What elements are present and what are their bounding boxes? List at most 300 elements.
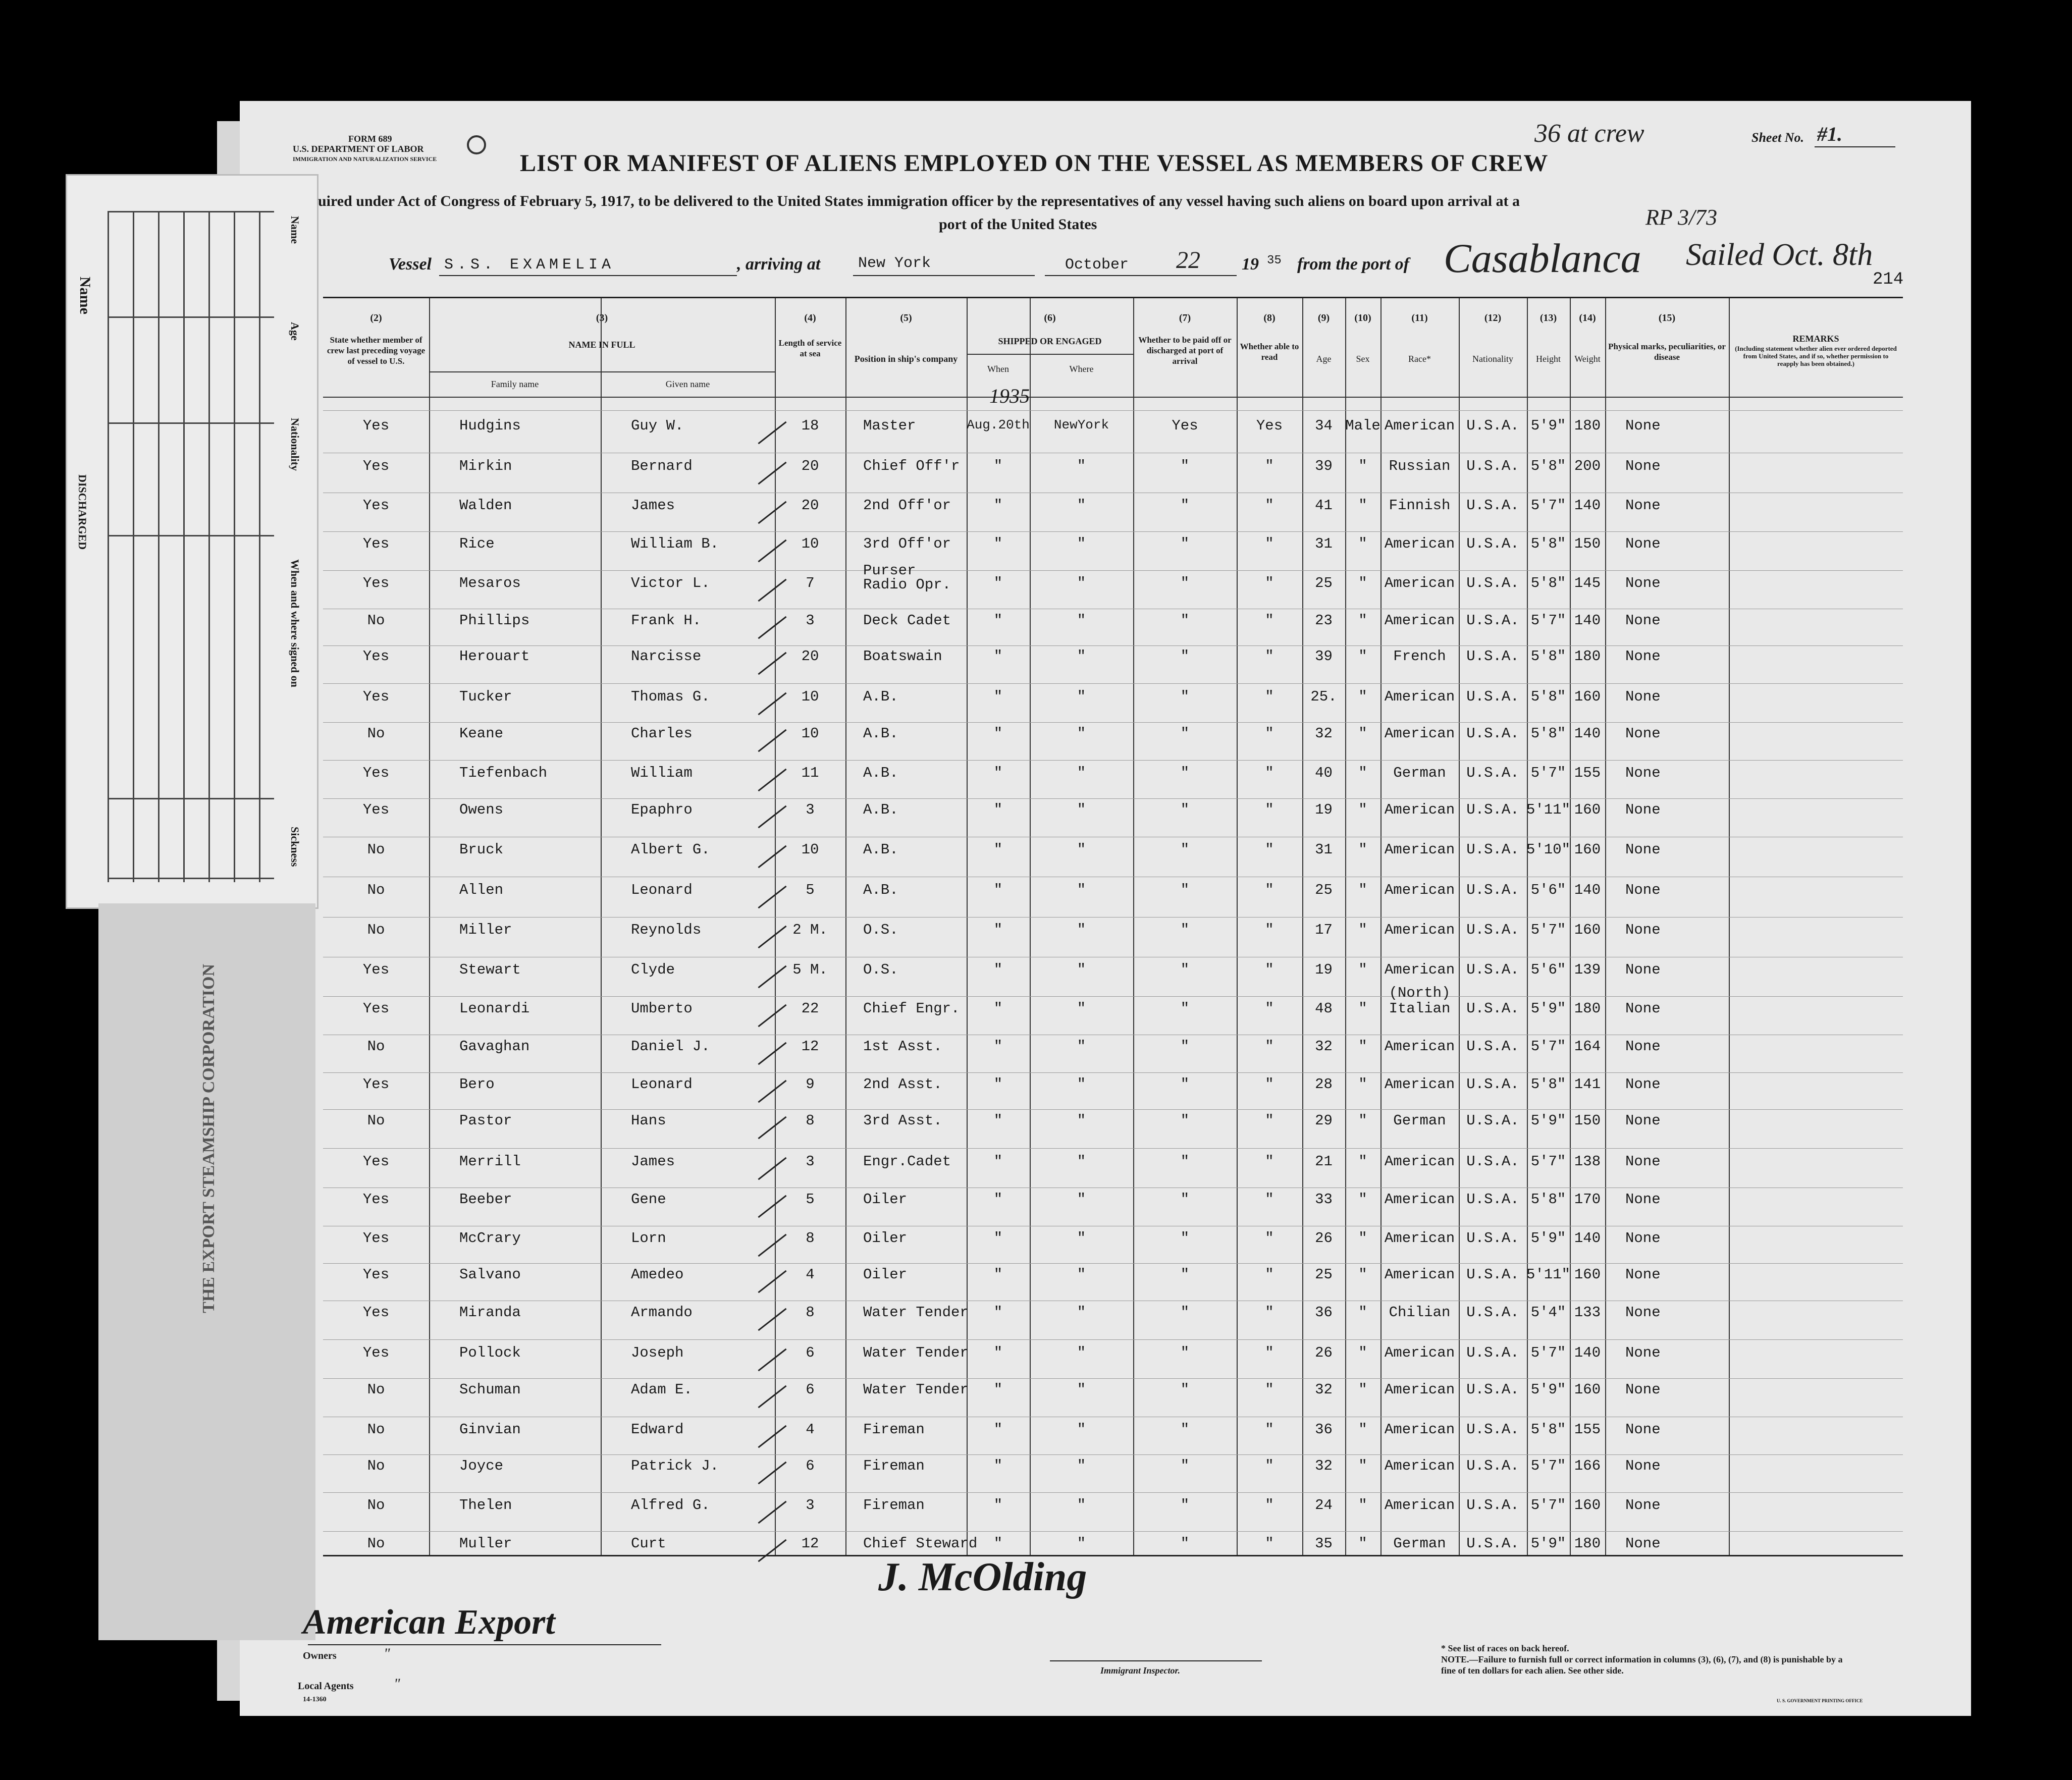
cell-height: 5'7" bbox=[1530, 497, 1566, 514]
column-number: (9) bbox=[1317, 312, 1330, 323]
column-number: (10) bbox=[1354, 312, 1371, 323]
cell-position: O.S. bbox=[863, 922, 898, 938]
cell-height: 5'11" bbox=[1526, 801, 1571, 818]
cell-sex: " bbox=[1358, 1535, 1367, 1552]
cell-weight: 160 bbox=[1574, 1497, 1601, 1514]
form-code: 14-1360 bbox=[303, 1696, 327, 1703]
cell-age: 33 bbox=[1315, 1191, 1333, 1208]
check-mark bbox=[758, 886, 786, 908]
column-divider bbox=[967, 298, 968, 1555]
cell-read: " bbox=[1265, 1230, 1274, 1247]
cell-service: 8 bbox=[806, 1112, 815, 1129]
cell-when: " bbox=[993, 1230, 1003, 1247]
cell-family: Joyce bbox=[459, 1458, 504, 1474]
row-line bbox=[323, 1492, 1903, 1493]
cell-service: 18 bbox=[801, 417, 819, 434]
check-mark bbox=[758, 1425, 786, 1448]
cell-prev: Yes bbox=[362, 1266, 390, 1283]
row-line bbox=[323, 1148, 1903, 1149]
cell-when: " bbox=[993, 648, 1003, 665]
cell-nat: U.S.A. bbox=[1466, 1153, 1519, 1170]
cell-sex: " bbox=[1358, 1038, 1367, 1055]
cell-age: 19 bbox=[1315, 961, 1333, 978]
cell-nat: U.S.A. bbox=[1466, 841, 1519, 858]
cell-read: " bbox=[1265, 1000, 1274, 1017]
header-remarks_note: (Including statement whether alien ever ordered deported from United States, and if so, whether permission to reapply has been obtained.) bbox=[1735, 345, 1897, 367]
strip-vline bbox=[133, 211, 134, 882]
cell-read: " bbox=[1265, 725, 1274, 742]
cell-weight: 180 bbox=[1574, 1535, 1601, 1552]
vessel-underline bbox=[439, 275, 737, 276]
cell-age: 40 bbox=[1315, 765, 1333, 781]
cell-paid: " bbox=[1180, 458, 1190, 474]
cell-weight: 140 bbox=[1574, 1230, 1601, 1247]
cell-service: 3 bbox=[806, 1153, 815, 1170]
cell-race: American bbox=[1384, 1381, 1455, 1398]
cell-height: 5'7" bbox=[1530, 1497, 1566, 1514]
cell-weight: 138 bbox=[1574, 1153, 1601, 1170]
cell-where: " bbox=[1077, 1421, 1086, 1438]
cell-paid: " bbox=[1180, 882, 1190, 898]
cell-where: " bbox=[1077, 1497, 1086, 1514]
form-number: FORM 689 bbox=[348, 134, 392, 144]
check-mark bbox=[758, 845, 786, 868]
cell-given: Clyde bbox=[631, 961, 675, 978]
cell-paid: " bbox=[1180, 688, 1190, 705]
cell-race: American bbox=[1384, 1153, 1455, 1170]
check-mark bbox=[758, 540, 786, 562]
cell-position: A.B. bbox=[863, 765, 898, 781]
cell-nat: U.S.A. bbox=[1466, 1038, 1519, 1055]
cell-age: 32 bbox=[1315, 1381, 1333, 1398]
cell-sex: " bbox=[1358, 1153, 1367, 1170]
cell-paid: " bbox=[1180, 497, 1190, 514]
cell-weight: 155 bbox=[1574, 1421, 1601, 1438]
year-prefix: 19 bbox=[1242, 255, 1259, 274]
cell-nat: U.S.A. bbox=[1466, 417, 1519, 434]
cell-marks: None bbox=[1625, 1344, 1661, 1361]
column-number: (7) bbox=[1179, 312, 1191, 323]
cell-where: " bbox=[1077, 535, 1086, 552]
cell-read: " bbox=[1265, 765, 1274, 781]
inspector-label: Immigrant Inspector. bbox=[1100, 1665, 1181, 1676]
cell-nat: U.S.A. bbox=[1466, 1497, 1519, 1514]
cell-sex: " bbox=[1358, 497, 1367, 514]
row-line bbox=[323, 1454, 1903, 1455]
cell-where: " bbox=[1077, 1076, 1086, 1093]
header-col3: NAME IN FULL bbox=[568, 340, 635, 350]
cell-read: " bbox=[1265, 1381, 1274, 1398]
cell-prev: Yes bbox=[362, 648, 390, 665]
check-mark bbox=[758, 965, 786, 988]
printing-office: U. S. GOVERNMENT PRINTING OFFICE bbox=[1777, 1698, 1863, 1703]
column-divider bbox=[1133, 298, 1134, 1555]
cell-nat: U.S.A. bbox=[1466, 801, 1519, 818]
cell-read: " bbox=[1265, 535, 1274, 552]
cell-race: American bbox=[1384, 1266, 1455, 1283]
cell-paid: " bbox=[1180, 1344, 1190, 1361]
cell-when: " bbox=[993, 961, 1003, 978]
cell-position: Fireman bbox=[863, 1421, 925, 1438]
cell-when: " bbox=[993, 1076, 1003, 1093]
cell-family: Muller bbox=[459, 1535, 512, 1552]
cell-when: " bbox=[993, 1304, 1003, 1321]
column-number: (8) bbox=[1263, 312, 1276, 323]
cell-family: Miller bbox=[459, 922, 512, 938]
agents-value: " bbox=[394, 1676, 400, 1692]
cell-position: Water Tender bbox=[863, 1344, 969, 1361]
cell-height: 5'8" bbox=[1530, 1076, 1566, 1093]
column-divider bbox=[1030, 298, 1031, 1555]
service-name: IMMIGRATION AND NATURALIZATION SERVICE bbox=[293, 155, 437, 163]
cell-race: Russian bbox=[1389, 458, 1451, 474]
cell-height: 5'7" bbox=[1530, 612, 1566, 629]
cell-position: Chief Steward bbox=[863, 1535, 978, 1552]
cell-given: Frank H. bbox=[631, 612, 702, 629]
cell-family: Mirkin bbox=[459, 458, 512, 474]
cell-paid: Yes bbox=[1172, 417, 1198, 434]
cell-read: Yes bbox=[1256, 417, 1283, 434]
row-line bbox=[323, 410, 1903, 411]
cell-prev: No bbox=[367, 725, 385, 742]
cell-service: 5 bbox=[806, 882, 815, 898]
cell-height: 5'9" bbox=[1530, 1381, 1566, 1398]
cell-read: " bbox=[1265, 801, 1274, 818]
cell-family: Pastor bbox=[459, 1112, 512, 1129]
cell-service: 2 M. bbox=[792, 922, 828, 938]
header-when: When bbox=[987, 364, 1009, 374]
cell-family: Merrill bbox=[459, 1153, 521, 1170]
cell-height: 5'8" bbox=[1530, 688, 1566, 705]
cell-prev: Yes bbox=[362, 961, 390, 978]
cell-family: Hudgins bbox=[459, 417, 521, 434]
cell-nat: U.S.A. bbox=[1466, 497, 1519, 514]
row-line bbox=[323, 683, 1903, 684]
cell-height: 5'7" bbox=[1530, 765, 1566, 781]
cell-when: " bbox=[993, 688, 1003, 705]
cell-when: " bbox=[993, 575, 1003, 591]
name-header-divider bbox=[429, 371, 775, 372]
row-line bbox=[323, 645, 1903, 646]
cell-position: A.B. bbox=[863, 725, 898, 742]
strip-hline bbox=[108, 211, 274, 212]
cell-when: " bbox=[993, 535, 1003, 552]
column-number: (12) bbox=[1484, 312, 1502, 323]
cell-age: 17 bbox=[1315, 922, 1333, 938]
cell-race: American bbox=[1384, 1038, 1455, 1055]
cell-family: Keane bbox=[459, 725, 504, 742]
cell-race: French bbox=[1393, 648, 1446, 665]
cell-weight: 160 bbox=[1574, 801, 1601, 818]
cell-when: Aug.20th bbox=[967, 417, 1030, 433]
cell-family: Beeber bbox=[459, 1191, 512, 1208]
cell-family: Phillips bbox=[459, 612, 530, 629]
from-port-label: from the port of bbox=[1297, 255, 1409, 274]
cell-service: 20 bbox=[801, 458, 819, 474]
cell-nat: U.S.A. bbox=[1466, 612, 1519, 629]
cell-given: Adam E. bbox=[631, 1381, 693, 1398]
cell-paid: " bbox=[1180, 1535, 1190, 1552]
cell-nat: U.S.A. bbox=[1466, 575, 1519, 591]
check-mark bbox=[758, 1234, 786, 1257]
cell-given: Alfred G. bbox=[631, 1497, 710, 1514]
cell-given: Charles bbox=[631, 725, 693, 742]
cell-position: Fireman bbox=[863, 1458, 925, 1474]
cell-age: 48 bbox=[1315, 1000, 1333, 1017]
cell-paid: " bbox=[1180, 1266, 1190, 1283]
strip-hline bbox=[108, 316, 274, 318]
strip-vline bbox=[158, 211, 160, 882]
cell-where: " bbox=[1077, 841, 1086, 858]
cell-age: 36 bbox=[1315, 1304, 1333, 1321]
shipped-header-divider bbox=[967, 354, 1133, 355]
cell-where: " bbox=[1077, 1458, 1086, 1474]
column-divider bbox=[1345, 298, 1346, 1555]
cell-marks: None bbox=[1625, 575, 1661, 591]
strip-vline bbox=[234, 211, 235, 882]
cell-service: 10 bbox=[801, 841, 819, 858]
check-mark bbox=[758, 1462, 786, 1484]
cell-given: Guy W. bbox=[631, 417, 684, 434]
cell-weight: 180 bbox=[1574, 417, 1601, 434]
cell-given: James bbox=[631, 1153, 675, 1170]
cell-where: " bbox=[1077, 1344, 1086, 1361]
cell-age: 26 bbox=[1315, 1230, 1333, 1247]
cell-height: 5'7" bbox=[1530, 1344, 1566, 1361]
row-line bbox=[323, 1339, 1903, 1340]
cell-paid: " bbox=[1180, 961, 1190, 978]
cell-age: 32 bbox=[1315, 725, 1333, 742]
cell-weight: 139 bbox=[1574, 961, 1601, 978]
cell-when: " bbox=[993, 458, 1003, 474]
sailed-note: Sailed Oct. 8th bbox=[1686, 238, 1873, 272]
check-mark bbox=[758, 805, 786, 828]
cell-sex: " bbox=[1358, 1191, 1367, 1208]
cell-where: " bbox=[1077, 1112, 1086, 1129]
strip-hline bbox=[108, 422, 274, 424]
header-given: Given name bbox=[665, 379, 710, 389]
cell-when: " bbox=[993, 1153, 1003, 1170]
cell-race: German bbox=[1393, 1112, 1446, 1129]
cell-nat: U.S.A. bbox=[1466, 535, 1519, 552]
cell-service: 10 bbox=[801, 725, 819, 742]
cell-age: 19 bbox=[1315, 801, 1333, 818]
cell-age: 35 bbox=[1315, 1535, 1333, 1552]
cell-age: 25 bbox=[1315, 575, 1333, 591]
punch-hole bbox=[467, 135, 486, 154]
cell-paid: " bbox=[1180, 1458, 1190, 1474]
cell-sex: " bbox=[1358, 458, 1367, 474]
cell-height: 5'8" bbox=[1530, 725, 1566, 742]
cell-given: Albert G. bbox=[631, 841, 710, 858]
cell-age: 21 bbox=[1315, 1153, 1333, 1170]
cell-race: American bbox=[1384, 1344, 1455, 1361]
cell-given: Armando bbox=[631, 1304, 693, 1321]
cell-sex: " bbox=[1358, 612, 1367, 629]
cell-race: American bbox=[1384, 961, 1455, 978]
cell-position: A.B. bbox=[863, 801, 898, 818]
sheet-label: Sheet No. bbox=[1751, 130, 1804, 145]
cell-position: A.B. bbox=[863, 688, 898, 705]
cell-marks: None bbox=[1625, 801, 1661, 818]
cell-sex: " bbox=[1358, 1421, 1367, 1438]
origin-port: Casablanca bbox=[1444, 235, 1641, 281]
cell-paid: " bbox=[1180, 1230, 1190, 1247]
cell-prev: No bbox=[367, 841, 385, 858]
cell-given: William bbox=[631, 765, 693, 781]
sheet-underline bbox=[1815, 146, 1895, 147]
cell-prev: Yes bbox=[362, 688, 390, 705]
row-line bbox=[323, 1109, 1903, 1110]
handwritten-crew-count: 36 at crew bbox=[1534, 119, 1644, 148]
cell-given: Daniel J. bbox=[631, 1038, 710, 1055]
cell-paid: " bbox=[1180, 1000, 1190, 1017]
cell-sex: " bbox=[1358, 1230, 1367, 1247]
check-mark bbox=[758, 1270, 786, 1293]
check-mark bbox=[758, 1004, 786, 1027]
column-divider bbox=[1570, 298, 1571, 1555]
cell-read: " bbox=[1265, 1304, 1274, 1321]
cell-marks: None bbox=[1625, 1304, 1661, 1321]
cell-position: Boatswain bbox=[863, 648, 942, 665]
cell-service: 8 bbox=[806, 1304, 815, 1321]
cell-nat: U.S.A. bbox=[1466, 765, 1519, 781]
cell-prev: No bbox=[367, 1535, 385, 1552]
cell-sex: " bbox=[1358, 882, 1367, 898]
cell-weight: 170 bbox=[1574, 1191, 1601, 1208]
cell-when: " bbox=[993, 1266, 1003, 1283]
header-col5: Position in ship's company bbox=[854, 354, 958, 364]
cell-paid: " bbox=[1180, 535, 1190, 552]
cell-where: " bbox=[1077, 882, 1086, 898]
row-line bbox=[323, 531, 1903, 532]
cell-service: 10 bbox=[801, 688, 819, 705]
cell-given: Hans bbox=[631, 1112, 666, 1129]
manifest-subtitle-2: port of the United States bbox=[939, 216, 1097, 233]
cell-prev: Yes bbox=[362, 765, 390, 781]
cell-nat: U.S.A. bbox=[1466, 648, 1519, 665]
cell-nat: U.S.A. bbox=[1466, 725, 1519, 742]
cell-height: 5'4" bbox=[1530, 1304, 1566, 1321]
header-remarks: REMARKS bbox=[1792, 334, 1839, 344]
cell-weight: 150 bbox=[1574, 1112, 1601, 1129]
cell-weight: 160 bbox=[1574, 688, 1601, 705]
arrival-port: New York bbox=[858, 255, 931, 272]
inspector-signature: J. McOlding bbox=[878, 1555, 1087, 1599]
cell-age: 26 bbox=[1315, 1344, 1333, 1361]
check-mark bbox=[758, 616, 786, 639]
cell-weight: 164 bbox=[1574, 1038, 1601, 1055]
cell-given: Leonard bbox=[631, 1076, 693, 1093]
cell-service: 12 bbox=[801, 1038, 819, 1055]
cell-marks: None bbox=[1625, 1497, 1661, 1514]
column-number: (6) bbox=[1044, 312, 1056, 323]
cell-read: " bbox=[1265, 961, 1274, 978]
column-divider bbox=[1605, 298, 1606, 1555]
cell-weight: 140 bbox=[1574, 725, 1601, 742]
cell-sex: " bbox=[1358, 688, 1367, 705]
cell-age: 31 bbox=[1315, 841, 1333, 858]
cell-height: 5'7" bbox=[1530, 1458, 1566, 1474]
cell-marks: None bbox=[1625, 725, 1661, 742]
cell-position: Oiler bbox=[863, 1230, 908, 1247]
cell-age: 39 bbox=[1315, 458, 1333, 474]
manifest-title: LIST OR MANIFEST OF ALIENS EMPLOYED ON THE VESSEL AS MEMBERS OF CREW bbox=[520, 150, 1549, 177]
check-mark bbox=[758, 1385, 786, 1408]
strip-vline bbox=[259, 211, 260, 882]
cell-prev: No bbox=[367, 612, 385, 629]
header-col13: Height bbox=[1536, 354, 1561, 364]
cell-sex: " bbox=[1358, 648, 1367, 665]
cell-age: 25 bbox=[1315, 1266, 1333, 1283]
cell-paid: " bbox=[1180, 1304, 1190, 1321]
cell-marks: None bbox=[1625, 1038, 1661, 1055]
cell-service: 4 bbox=[806, 1266, 815, 1283]
cell-read: " bbox=[1265, 458, 1274, 474]
header-where: Where bbox=[1069, 364, 1094, 374]
cell-given: Thomas G. bbox=[631, 688, 710, 705]
cell-height: 5'9" bbox=[1530, 1112, 1566, 1129]
cell-service: 20 bbox=[801, 497, 819, 514]
cell-where: " bbox=[1077, 1535, 1086, 1552]
column-divider bbox=[1237, 298, 1238, 1555]
cell-paid: " bbox=[1180, 648, 1190, 665]
check-mark bbox=[758, 1308, 786, 1331]
cell-position: 3rd Asst. bbox=[863, 1112, 942, 1129]
cell-service: 3 bbox=[806, 612, 815, 629]
cell-family: Owens bbox=[459, 801, 504, 818]
cell-where: " bbox=[1077, 765, 1086, 781]
sheet-number: #1. bbox=[1817, 123, 1842, 145]
strip-hline bbox=[108, 535, 274, 536]
strip-company-text: THE EXPORT STEAMSHIP CORPORATION bbox=[199, 964, 218, 1313]
cell-where: " bbox=[1077, 497, 1086, 514]
cell-paid: " bbox=[1180, 1038, 1190, 1055]
cell-family: Allen bbox=[459, 882, 504, 898]
cell-given: Reynolds bbox=[631, 922, 702, 938]
cell-sex: " bbox=[1358, 1344, 1367, 1361]
cell-paid: " bbox=[1180, 1076, 1190, 1093]
header-col12: Nationality bbox=[1472, 354, 1513, 364]
cell-paid: " bbox=[1180, 841, 1190, 858]
check-mark bbox=[758, 1080, 786, 1103]
cell-marks: None bbox=[1625, 1535, 1661, 1552]
cell-when: " bbox=[993, 882, 1003, 898]
folded-strip bbox=[98, 903, 315, 1640]
cell-family: Mesaros bbox=[459, 575, 521, 591]
cell-sex: " bbox=[1358, 1458, 1367, 1474]
cell-marks: None bbox=[1625, 1000, 1661, 1017]
cell-service: 5 bbox=[806, 1191, 815, 1208]
check-mark bbox=[758, 1501, 786, 1524]
cell-prev: No bbox=[367, 1421, 385, 1438]
strip-hline bbox=[108, 878, 274, 879]
cell-when: " bbox=[993, 841, 1003, 858]
cell-service: 4 bbox=[806, 1421, 815, 1438]
cell-read: " bbox=[1265, 922, 1274, 938]
manifest-subtitle: uired under Act of Congress of February 5, 1917, to be delivered to the United States immigration officer by the representatives of any vessel having such aliens on board upon arrival at a bbox=[318, 193, 1520, 209]
cell-nat: U.S.A. bbox=[1466, 1076, 1519, 1093]
cell-weight: 160 bbox=[1574, 841, 1601, 858]
cell-when: " bbox=[993, 1112, 1003, 1129]
strip-vline bbox=[183, 211, 185, 882]
cell-weight: 180 bbox=[1574, 1000, 1601, 1017]
cell-race: American bbox=[1384, 725, 1455, 742]
cell-paid: " bbox=[1180, 612, 1190, 629]
cell-marks: None bbox=[1625, 1076, 1661, 1093]
cell-prev: No bbox=[367, 1112, 385, 1129]
check-mark bbox=[758, 462, 786, 484]
